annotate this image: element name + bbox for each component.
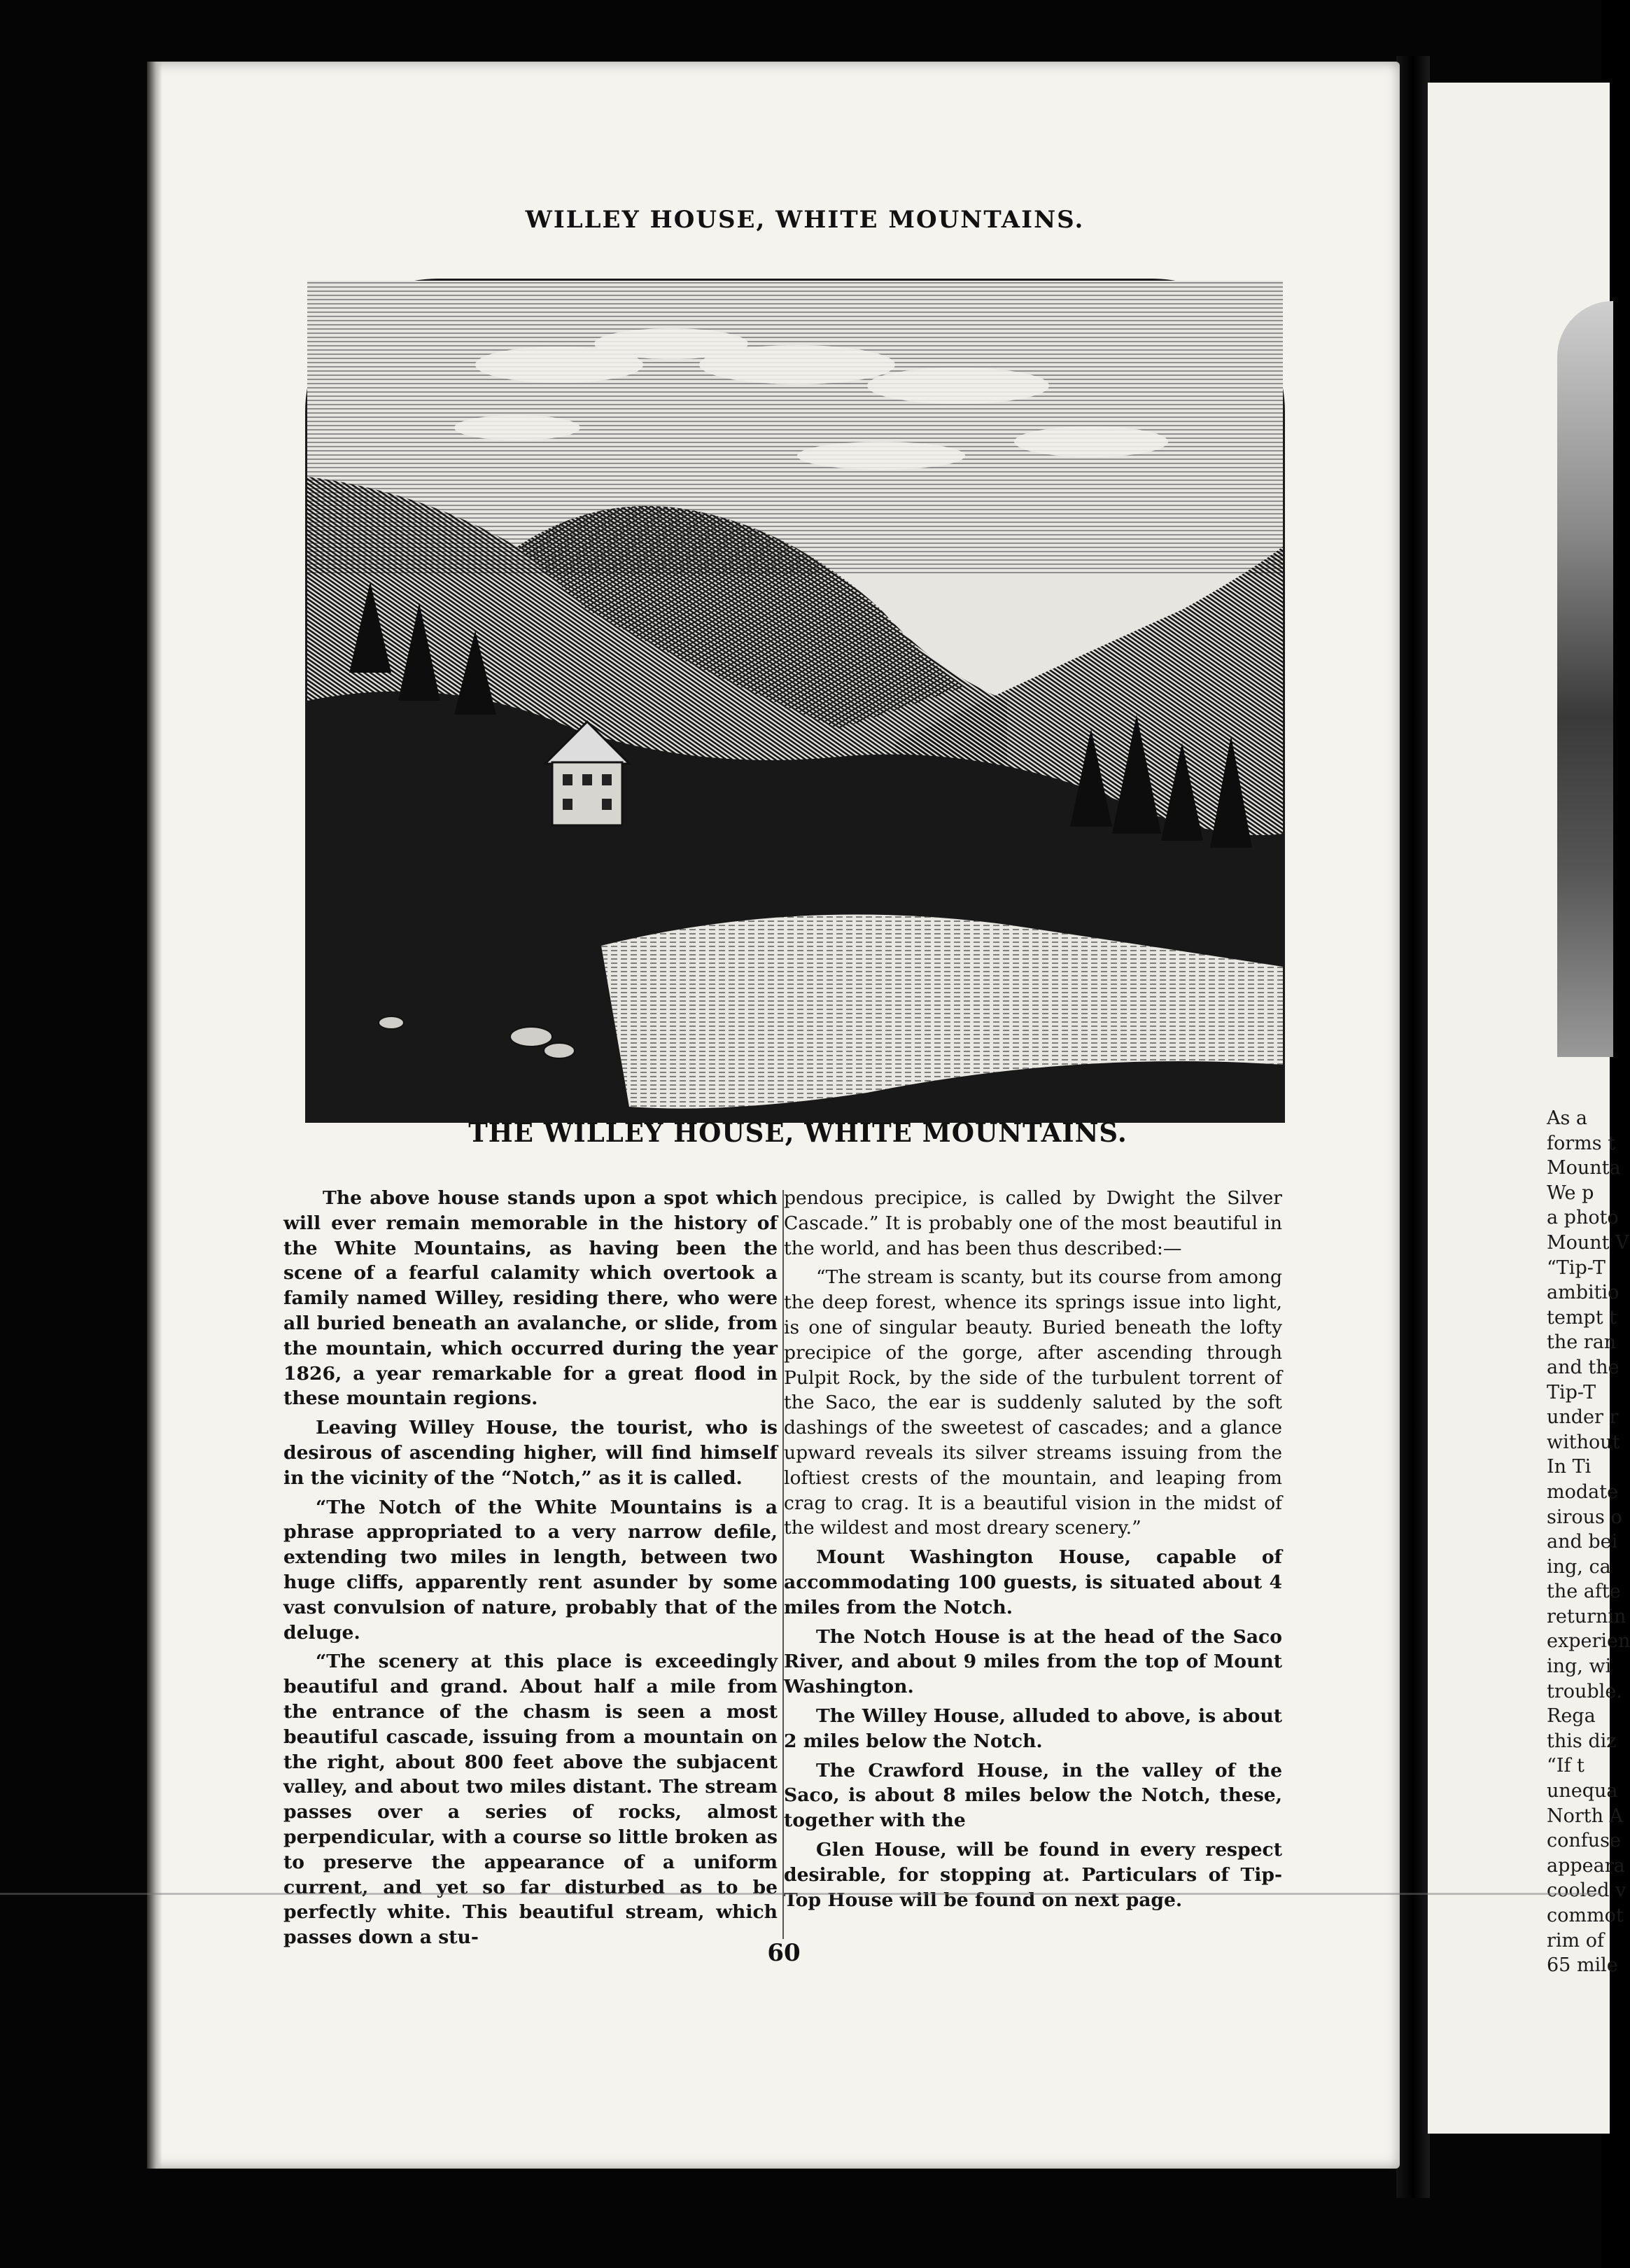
paragraph: Glen House, will be found in every respect desirable, for stopping at. Particulars of Tip-Top House will be found on next page. bbox=[784, 1838, 1282, 1911]
facing-page-line: “If t bbox=[1547, 1755, 1585, 1777]
facing-page-line: a photo bbox=[1547, 1207, 1619, 1229]
running-head: WILLEY HOUSE, WHITE MOUNTAINS. bbox=[525, 206, 1085, 234]
page-number: 60 bbox=[767, 1939, 801, 1967]
page-edge-shadow bbox=[147, 62, 162, 2169]
left-text-column bbox=[283, 1186, 778, 1954]
facing-page-engraving-fragment bbox=[1557, 301, 1613, 1057]
facing-page-line: “Tip-T bbox=[1547, 1256, 1606, 1279]
right-text-column bbox=[784, 1186, 1282, 1917]
paragraph: The above house stands upon a spot which will ever remain memorable in the history of the White Mountains, as having been the scene of a fearful calamity which overtook a family named Willey, residing there, who were all buried beneath an avalanche, or slide, from the mountain, which occurred during the year 1826, a year remarkable for a great flood in these mountain regions. bbox=[283, 1187, 778, 1410]
facing-page-line: Mount V bbox=[1547, 1231, 1629, 1254]
facing-page-line: returnin bbox=[1547, 1605, 1627, 1628]
facing-page-line: As a bbox=[1547, 1107, 1588, 1129]
facing-page-line: the afte bbox=[1547, 1581, 1621, 1603]
facing-page-line: trouble. bbox=[1547, 1680, 1622, 1702]
paragraph: The Crawford House, in the valley of the Saco, is about 8 miles below the Notch, these, together with the bbox=[784, 1759, 1282, 1832]
facing-page-line: ing, ca bbox=[1547, 1555, 1611, 1578]
facing-page-line: forms t bbox=[1547, 1132, 1616, 1154]
facing-page-line: under r bbox=[1547, 1406, 1619, 1429]
facing-page-line: and the bbox=[1547, 1356, 1620, 1378]
facing-page-line: this diz bbox=[1547, 1730, 1617, 1752]
paragraph: “The Notch of the White Mountains is a phrase appropriated to a very narrow defile, extending two miles in length, between two huge cliffs, apparently rent asunder by some vast convulsion of nature, probably that of the deluge. bbox=[283, 1496, 778, 1644]
facing-page-line: confuse bbox=[1547, 1830, 1621, 1852]
facing-page-line: unequa bbox=[1547, 1780, 1618, 1802]
paragraph: The Willey House, alluded to above, is about 2 miles below the Notch. bbox=[784, 1704, 1282, 1752]
facing-page-line: and bei bbox=[1547, 1531, 1618, 1553]
facing-page-line: North A bbox=[1547, 1805, 1624, 1827]
book-gutter bbox=[1396, 56, 1430, 2198]
facing-page-line: commot bbox=[1547, 1905, 1624, 1926]
illustration-caption: THE WILLEY HOUSE, WHITE MOUNTAINS. bbox=[468, 1117, 1127, 1148]
paragraph: The Notch House is at the head of the Saco River, and about 9 miles from the top of Mount Washington. bbox=[784, 1625, 1282, 1698]
facing-page-line: modate bbox=[1547, 1480, 1619, 1503]
paragraph: “The scenery at this place is exceedingly beautiful and grand. About half a mile from the entrance of the chasm is seen a most beautiful cascade, issuing from a mountain on the right, about 800 feet above the subjacent valley, and about two miles distant. The stream passes over a series of rocks, almost perpendicular, with a course so little broken as to preserve the appearance of a uniform current, and yet so far disturbed as to be perfectly white. This beautiful stream, which passes down a stu- bbox=[283, 1651, 778, 1949]
paragraph: Mount Washington House, capable of accommodating 100 guests, is situated about 4 miles from the Notch. bbox=[784, 1546, 1282, 1618]
facing-page-line: the ran bbox=[1547, 1331, 1617, 1354]
scan-artifact-line bbox=[0, 1893, 1601, 1895]
willey-house-engraving bbox=[305, 279, 1285, 1123]
facing-page-line: We p bbox=[1547, 1182, 1594, 1204]
facing-page-line: ambitio bbox=[1547, 1282, 1620, 1304]
facing-page-line: Tip-T bbox=[1547, 1381, 1596, 1404]
facing-page-line: cooled v bbox=[1547, 1879, 1627, 1902]
facing-page-text-fragments bbox=[1547, 1106, 1630, 1978]
facing-page-line: tempt t bbox=[1547, 1306, 1617, 1329]
facing-page-line: experien bbox=[1547, 1630, 1630, 1653]
engraving-illustration bbox=[307, 281, 1283, 1121]
facing-page-line: ing, wi bbox=[1547, 1656, 1612, 1678]
paragraph: “The stream is scanty, but its course from among the deep forest, whence its springs issue into light, is one of singular beauty. Buried beneath the lofty precipice of the gorge, after ascending through Pulpit Rock, by the side of the turbulent torrent of the Saco, the ear is suddenly saluted by the soft dashings of the sweetest of cascades; and a glance upward reveals its silver streams issuing from the loftiest crests of the mountain, and leaping from crag to crag. It is a beautiful vision in the midst of the wildest and most dreary scenery.” bbox=[784, 1266, 1282, 1539]
facing-page-line: In Ti bbox=[1547, 1456, 1592, 1478]
facing-page-line: sirous o bbox=[1547, 1506, 1622, 1528]
facing-page-line: appeara bbox=[1547, 1854, 1625, 1877]
paragraph: Leaving Willey House, the tourist, who is desirous of ascending higher, will find himself in the vicinity of the “Notch,” as it is called. bbox=[283, 1417, 778, 1489]
facing-page-line: without bbox=[1547, 1431, 1620, 1453]
facing-page-line: Mounta bbox=[1547, 1157, 1621, 1180]
paragraph: pendous precipice, is called by Dwight the Silver Cascade.” It is probably one of the most beautiful in the world, and has been thus described:— bbox=[784, 1187, 1282, 1259]
facing-page-line: Rega bbox=[1547, 1705, 1596, 1728]
facing-page-line: 65 mile bbox=[1547, 1954, 1618, 1977]
facing-page-line: rim of bbox=[1547, 1929, 1604, 1952]
